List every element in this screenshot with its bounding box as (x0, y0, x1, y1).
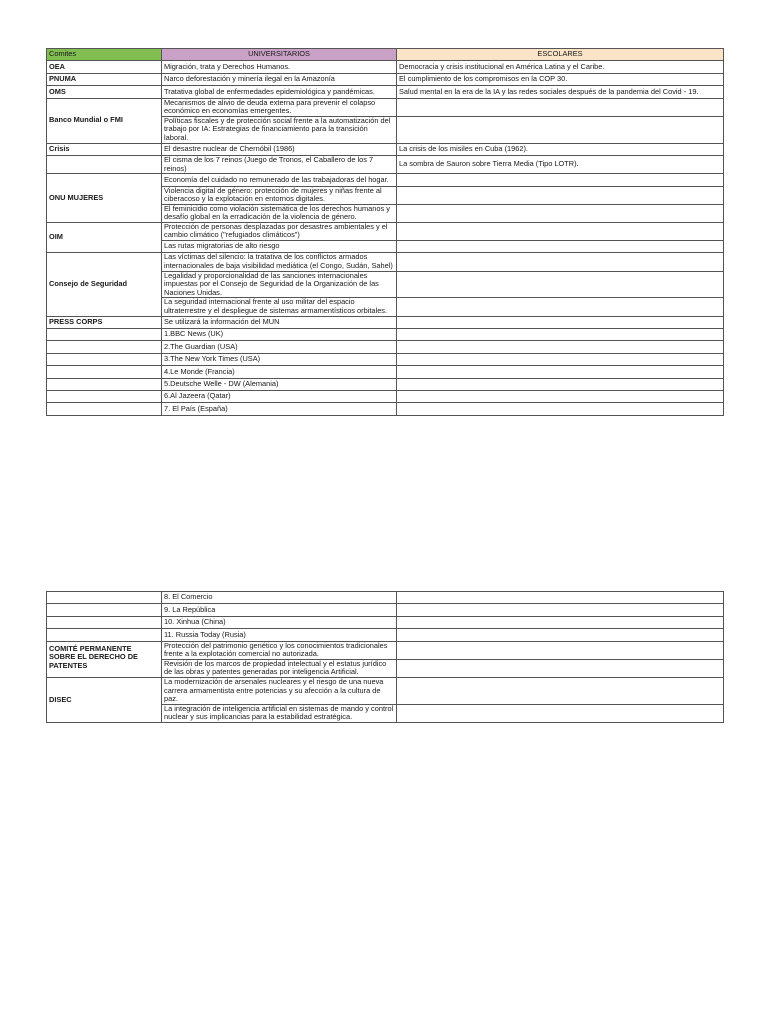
escolares-cell (397, 704, 724, 722)
escolares-cell (397, 116, 724, 143)
committee-cell (47, 353, 162, 365)
escolares-cell (397, 403, 724, 415)
table-row (47, 592, 724, 604)
table-row (47, 253, 724, 271)
universitarios-cell: Políticas fiscales y de protección social frente a la automatización del trabajo por IA: Estrategias de financiamiento para la transición laboral. (162, 116, 397, 143)
table-row (47, 98, 724, 116)
header-escolares: ESCOLARES (397, 49, 724, 61)
committee-cell (47, 592, 162, 604)
committee-cell (47, 390, 162, 402)
committee-cell: OIM (47, 222, 162, 253)
table-row (47, 155, 724, 173)
table-row (47, 677, 724, 704)
table-row (47, 353, 724, 365)
universitarios-cell: 8. El Comercio (162, 592, 397, 604)
escolares-cell (397, 390, 724, 402)
committee-cell: ONU MUJERES (47, 174, 162, 223)
committee-cell: COMITÉ PERMANENTE SOBRE EL DERECHO DE PATENTES (47, 641, 162, 677)
committee-cell (47, 604, 162, 616)
escolares-cell (397, 316, 724, 328)
escolares-cell (397, 341, 724, 353)
committee-cell: Crisis (47, 143, 162, 155)
table-row (47, 390, 724, 402)
committee-cell: DISEC (47, 677, 162, 722)
universitarios-cell: Protección del patrimonio genético y los conocimientos tradicionales frente a la explotación comercial no autorizada. (162, 641, 397, 659)
escolares-cell (397, 366, 724, 378)
committee-cell: Banco Mundial o FMI (47, 98, 162, 143)
table-row (47, 222, 724, 240)
escolares-cell: El cumplimiento de los compromisos en la COP 30. (397, 73, 724, 85)
table-row (47, 316, 724, 328)
universitarios-cell: Violencia digital de género: protección de mujeres y niñas frente al ciberacoso y la explotación en entornos digitales. (162, 186, 397, 204)
universitarios-cell: Migración, trata y Derechos Humanos. (162, 61, 397, 73)
universitarios-cell: 2.The Guardian (USA) (162, 341, 397, 353)
universitarios-cell: 3.The New York Times (USA) (162, 353, 397, 365)
universitarios-cell: El cisma de los 7 reinos (Juego de Tronos, el Caballero de los 7 reinos) (162, 155, 397, 173)
escolares-cell (397, 174, 724, 186)
escolares-cell (397, 186, 724, 204)
committee-cell (47, 403, 162, 415)
escolares-cell: La crisis de los misiles en Cuba (1962). (397, 143, 724, 155)
committee-cell (47, 616, 162, 628)
escolares-cell (397, 222, 724, 240)
escolares-cell: Democracia y crisis institucional en América Latina y el Caribe. (397, 61, 724, 73)
table-row (47, 329, 724, 341)
universitarios-cell: La modernización de arsenales nucleares y el riesgo de una nueva carrera armamentista entre potencias y su afección a la cultura de paz. (162, 677, 397, 704)
escolares-cell (397, 353, 724, 365)
universitarios-cell: 7. El País (España) (162, 403, 397, 415)
universitarios-cell: El feminicidio como violación sistemática de los derechos humanos y desafío global en la erradicación de la violencia de género. (162, 204, 397, 222)
escolares-cell (397, 677, 724, 704)
escolares-cell (397, 629, 724, 641)
escolares-cell (397, 271, 724, 298)
universitarios-cell: 4.Le Monde (Francia) (162, 366, 397, 378)
table-row (47, 73, 724, 85)
universitarios-cell: El desastre nuclear de Chernóbil (1986) (162, 143, 397, 155)
universitarios-cell: Tratativa global de enfermedades epidemiológica y pandémicas. (162, 86, 397, 98)
table-row (47, 143, 724, 155)
universitarios-cell: Las rutas migratorias de alto riesgo (162, 241, 397, 253)
committee-cell (47, 329, 162, 341)
escolares-cell (397, 604, 724, 616)
header-universitarios: UNIVERSITARIOS (162, 49, 397, 61)
escolares-cell (397, 253, 724, 271)
table-row (47, 641, 724, 659)
universitarios-cell: Las víctimas del silencio: la tratativa de los conflictos armados internacionales de baja visibilidad mediática (el Congo, Sudán, Sahel) (162, 253, 397, 271)
committee-cell: Consejo de Seguridad (47, 253, 162, 316)
table-row (47, 86, 724, 98)
escolares-cell (397, 204, 724, 222)
escolares-cell (397, 659, 724, 677)
universitarios-cell: 6.Al Jazeera (Qatar) (162, 390, 397, 402)
table-row (47, 604, 724, 616)
committee-cell (47, 378, 162, 390)
universitarios-cell: 9. La República (162, 604, 397, 616)
universitarios-cell: 11. Russia Today (Rusia) (162, 629, 397, 641)
committee-cell: OMS (47, 86, 162, 98)
universitarios-cell: La integración de inteligencia artificial en sistemas de mando y control nuclear y sus implicancias para la estabilidad estratégica. (162, 704, 397, 722)
escolares-cell (397, 298, 724, 316)
universitarios-cell: Se utilizará la información del MUN (162, 316, 397, 328)
table-row (47, 629, 724, 641)
escolares-cell (397, 592, 724, 604)
universitarios-cell: La seguridad internacional frente al uso militar del espacio ultraterrestre y el despliegue de sistemas armamentísticos orbitales. (162, 298, 397, 316)
table-row (47, 341, 724, 353)
committee-cell: OEA (47, 61, 162, 73)
header-row (47, 49, 724, 61)
committees-table-page-1 (46, 48, 724, 416)
universitarios-cell: 10. Xinhua (China) (162, 616, 397, 628)
escolares-cell: La sombra de Sauron sobre Tierra Media (Tipo LOTR). (397, 155, 724, 173)
committee-cell (47, 629, 162, 641)
escolares-cell (397, 329, 724, 341)
table-row (47, 616, 724, 628)
universitarios-cell: Economía del cuidado no remunerado de las trabajadoras del hogar. (162, 174, 397, 186)
universitarios-cell: Revisión de los marcos de propiedad intelectual y el estatus jurídico de las obras y patentes generadas por inteligencia Artificial. (162, 659, 397, 677)
committees-table-page-2 (46, 591, 724, 723)
universitarios-cell: 1.BBC News (UK) (162, 329, 397, 341)
committee-cell: PRESS CORPS (47, 316, 162, 328)
universitarios-cell: Mecanismos de alivio de deuda externa para prevenir el colapso económico en economías emergentes. (162, 98, 397, 116)
table-row (47, 174, 724, 186)
header-comites: Comites (47, 49, 162, 61)
universitarios-cell: Protección de personas desplazadas por desastres ambientales y el cambio climático ("refugiados climáticos") (162, 222, 397, 240)
table-row (47, 378, 724, 390)
escolares-cell (397, 98, 724, 116)
committee-cell (47, 366, 162, 378)
committee-cell (47, 155, 162, 173)
universitarios-cell: 5.Deutsche Welle - DW (Alemania) (162, 378, 397, 390)
escolares-cell: Salud mental en la era de la IA y las redes sociales después de la pandemia del Covid - 19. (397, 86, 724, 98)
escolares-cell (397, 616, 724, 628)
escolares-cell (397, 641, 724, 659)
escolares-cell (397, 241, 724, 253)
universitarios-cell: Narco deforestación y minería ilegal en la Amazonía (162, 73, 397, 85)
committee-cell: PNUMA (47, 73, 162, 85)
universitarios-cell: Legalidad y proporcionalidad de las sanciones internacionales impuestas por el Consejo de Seguridad de la Organización de las Naciones Unidas. (162, 271, 397, 298)
table-row (47, 403, 724, 415)
table-row (47, 61, 724, 73)
committee-cell (47, 341, 162, 353)
escolares-cell (397, 378, 724, 390)
table-row (47, 366, 724, 378)
